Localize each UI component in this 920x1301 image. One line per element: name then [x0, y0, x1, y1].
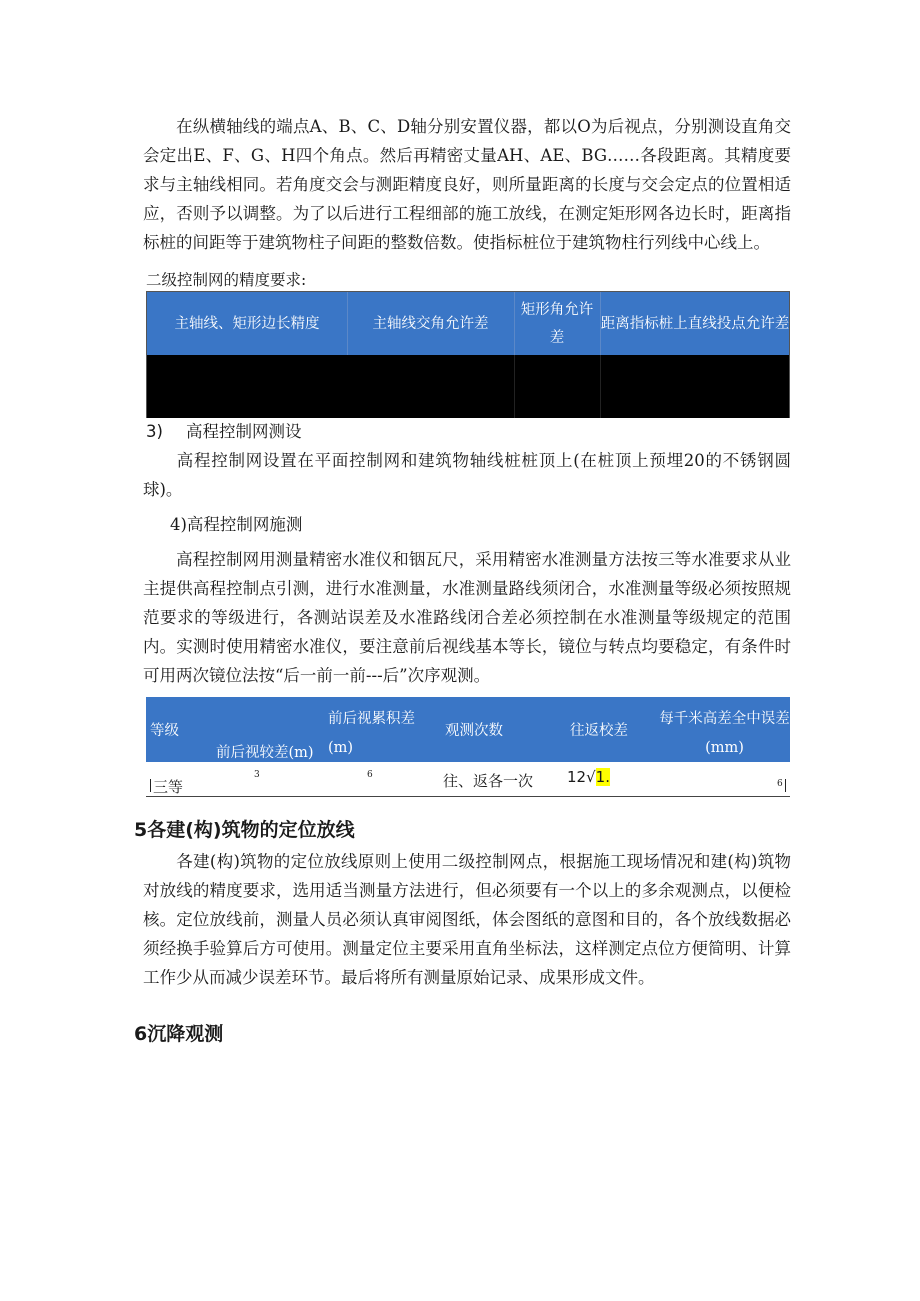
- table1-header-cell: 主轴线、矩形边长精度: [174, 315, 320, 332]
- table1-header-cell: 主轴线交角允许差: [372, 315, 489, 332]
- cell-sight-accumulation: 6: [367, 770, 373, 780]
- table1-body-row: [147, 355, 789, 418]
- item3-title: 高程控制网测设: [186, 422, 302, 441]
- leveling-table-header: [146, 697, 790, 762]
- paragraph-elevation-network-setup: [143, 446, 791, 504]
- header-grade: 等级: [150, 723, 179, 739]
- cell-grade: 三等: [153, 778, 184, 796]
- cell-per-km-error: 6: [777, 779, 783, 789]
- column-divider: [600, 355, 601, 418]
- column-divider: [514, 355, 515, 418]
- table1-caption: 二级控制网的精度要求:: [146, 271, 307, 289]
- row-left-border: [150, 779, 151, 792]
- header-round-trip-difference: 往返校差: [570, 723, 628, 739]
- cell-sight-difference: 3: [254, 770, 260, 780]
- round-trip-value: 12√: [567, 768, 596, 786]
- paragraph-building-positioning: [143, 847, 791, 992]
- row-right-border: [785, 779, 786, 792]
- cell-observation-count: 往、返各一次: [443, 772, 534, 790]
- paragraph-text: 各建(构)筑物的定位放线原则上使用二级控制网点，根据施工现场情况和建(构)筑物对放线的精度要求，选用适当测量方法进行，但必须要有一个以上的多余观测点，以便检核。定位放线前，测量人员必须认真审阅图纸，体会图纸的意图和目的，各个放线数据必须经换手验算后方可使用。测量定位主要采用直角坐标法，这样测定点位方便简明、计算工作少从而减少误差环节。最后将所有测量原始记录、成果形成文件。: [143, 852, 791, 987]
- column-divider: [600, 292, 601, 355]
- table1-header-cell: 距离指标桩上直线投点允许差: [600, 315, 790, 332]
- table-row: [146, 762, 790, 797]
- round-trip-highlight: 1.: [595, 768, 610, 786]
- header-observation-count: 观测次数: [445, 723, 503, 739]
- paragraph-angle-intersection: [143, 112, 791, 257]
- paragraph-text: 高程控制网用测量精密水准仪和铟瓦尺，采用精密水准测量方法按三等水准要求从业主提供高程控制点引测，进行水准测量，水准测量路线须闭合，水准测量等级必须按照规范要求的等级进行，各测站误差及水准路线闭合差必须控制在水准测量等级规定的范围内。实测时使用精密水准仪，要注意前后视线基本等长，镜位与转点均要稳定，有条件时可用两次镜位法按“后一前一前---后”次序观测。: [143, 550, 791, 685]
- column-divider: [347, 292, 348, 355]
- paragraph-text: 在纵横轴线的端点A、B、C、D轴分别安置仪器，都以O为后视点，分别测设直角交会定出E、F、G、H四个角点。然后再精密丈量AH、AE、BG……各段距离。其精度要求与主轴线相同。若角度交会与测距精度良好，则所量距离的长度与交会定点的位置相适应，否则予以调整。为了以后进行工程细部的施工放线，在测定矩形网各边长时，距离指标桩的间距等于建筑物柱子间距的整数倍数。使指标桩位于建筑物柱行列线中心线上。: [143, 117, 791, 252]
- table1-header-row: [147, 292, 789, 355]
- table1-header-cell: 矩形角允许差: [520, 301, 594, 346]
- header-sight-accumulation: 前后视累积差(m): [328, 711, 415, 756]
- precision-requirements-table: [146, 291, 790, 418]
- header-sight-difference: 前后视较差(m): [216, 745, 314, 761]
- cell-round-trip-difference: [567, 768, 610, 786]
- column-divider: [514, 292, 515, 355]
- paragraph-text: 高程控制网设置在平面控制网和建筑物轴线桩桩顶上(在桩顶上预埋20的不锈钢圆球)。: [143, 451, 791, 499]
- item3-number: 3): [146, 422, 163, 441]
- header-per-km-error: 每千米高差全中误差(mm): [659, 711, 790, 756]
- section-heading-settlement: 6沉降观测: [134, 1023, 224, 1045]
- paragraph-elevation-survey: [143, 545, 791, 690]
- item4-title: 4)高程控制网施测: [170, 515, 303, 534]
- section-heading-positioning: 5各建(构)筑物的定位放线: [134, 819, 355, 841]
